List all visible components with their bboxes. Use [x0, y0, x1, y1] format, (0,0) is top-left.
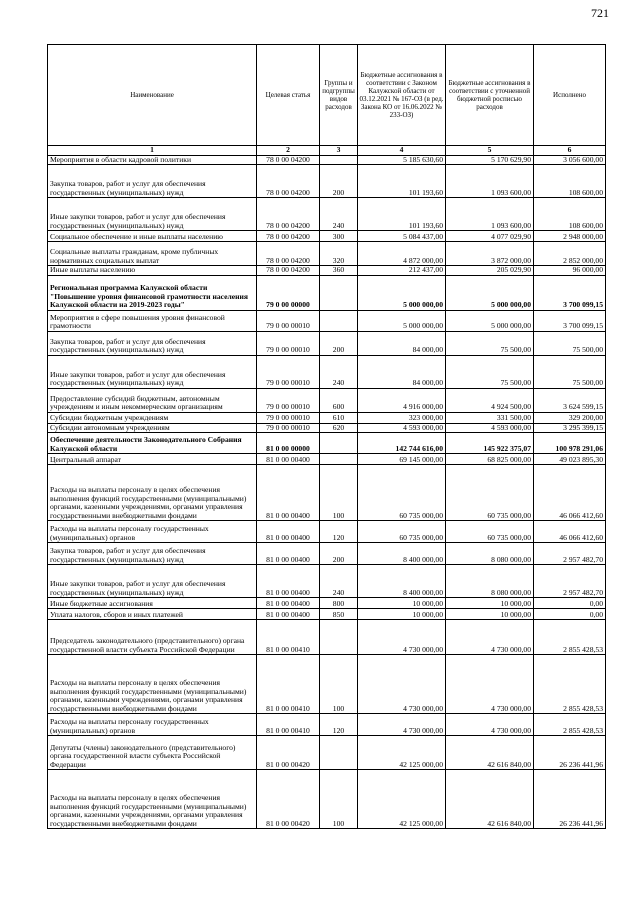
cell-budget-law: 142 744 616,00 — [358, 433, 446, 454]
cell-executed: 2 855 428,53 — [534, 714, 606, 736]
cell-name: Расходы на выплаты персоналу государственных (муниципальных) органов — [48, 714, 257, 736]
cell-expense-group: 300 — [320, 231, 358, 242]
cell-budget-refined: 4 730 000,00 — [446, 714, 534, 736]
cell-target-article: 79 0 00 00010 — [257, 355, 320, 388]
table-row — [48, 770, 606, 829]
cell-target-article: 79 0 00 00010 — [257, 310, 320, 331]
header-budget-law: Бюджетные ассигнования в соответствии с Законом Калужской области от 03.12.2021 № 167-ОЗ (в ред. Закона КО от 16.06.2022 № 233-ОЗ) — [358, 45, 446, 146]
cell-target-article: 79 0 00 00000 — [257, 275, 320, 310]
table-row — [48, 275, 606, 310]
cell-name: Депутаты (члены) законодательного (представительного) органа государственной власти субъекта Российской Федерации — [48, 736, 257, 770]
table-row — [48, 310, 606, 331]
cell-expense-group: 120 — [320, 521, 358, 543]
table-row — [48, 155, 606, 165]
cell-name: Мероприятия в области кадровой политики — [48, 155, 257, 165]
table-row — [48, 714, 606, 736]
budget-table — [47, 44, 606, 829]
cell-budget-refined: 42 616 840,00 — [446, 736, 534, 770]
table-row — [48, 609, 606, 620]
table-row — [48, 266, 606, 276]
column-number: 3 — [320, 146, 358, 156]
cell-executed: 2 957 482,70 — [534, 565, 606, 598]
table-row — [48, 655, 606, 714]
cell-executed: 3 056 600,00 — [534, 155, 606, 165]
table-row — [48, 231, 606, 242]
cell-name: Расходы на выплаты персоналу в целях обеспечения выполнения функций государственными (муниципальными) органами, казенными учреждениями, органами управления государственными внебюджетными фондами — [48, 465, 257, 521]
cell-target-article: 81 0 00 00400 — [257, 521, 320, 543]
cell-budget-refined: 68 825 000,00 — [446, 454, 534, 465]
cell-executed: 75 500,00 — [534, 331, 606, 355]
cell-executed: 46 066 412,60 — [534, 521, 606, 543]
cell-target-article: 78 0 00 04200 — [257, 231, 320, 242]
cell-expense-group: 320 — [320, 242, 358, 266]
cell-name: Субсидии бюджетным учреждениям — [48, 412, 257, 423]
header-expense-groups: Группы и подгруппы видов расходов — [320, 45, 358, 146]
cell-name: Региональная программа Калужской области "Повышение уровня финансовой грамотности населения Калужской области на 2019-2023 годы" — [48, 275, 257, 310]
cell-budget-law: 60 735 000,00 — [358, 465, 446, 521]
table-row — [48, 465, 606, 521]
cell-expense-group: 610 — [320, 412, 358, 423]
cell-expense-group — [320, 454, 358, 465]
cell-budget-law: 10 000,00 — [358, 609, 446, 620]
cell-name: Закупка товаров, работ и услуг для обеспечения государственных (муниципальных) нужд — [48, 165, 257, 198]
cell-target-article: 81 0 00 00410 — [257, 655, 320, 714]
cell-executed: 75 500,00 — [534, 355, 606, 388]
cell-budget-law: 5 084 437,00 — [358, 231, 446, 242]
cell-expense-group — [320, 310, 358, 331]
cell-target-article: 81 0 00 00420 — [257, 770, 320, 829]
cell-budget-refined: 4 730 000,00 — [446, 655, 534, 714]
cell-target-article: 79 0 00 00010 — [257, 331, 320, 355]
cell-name: Субсидии автономным учреждениям — [48, 423, 257, 433]
cell-executed: 108 600,00 — [534, 165, 606, 198]
cell-budget-law: 4 730 000,00 — [358, 714, 446, 736]
cell-target-article: 81 0 00 00420 — [257, 736, 320, 770]
cell-expense-group: 100 — [320, 655, 358, 714]
cell-executed: 3 295 399,15 — [534, 423, 606, 433]
cell-name: Иные бюджетные ассигнования — [48, 598, 257, 609]
cell-target-article: 81 0 00 00000 — [257, 433, 320, 454]
cell-budget-refined: 3 872 000,00 — [446, 242, 534, 266]
cell-executed: 26 236 441,96 — [534, 736, 606, 770]
cell-target-article: 78 0 00 04200 — [257, 198, 320, 231]
cell-executed: 2 855 428,53 — [534, 655, 606, 714]
cell-name: Иные закупки товаров, работ и услуг для обеспечения государственных (муниципальных) нужд — [48, 198, 257, 231]
cell-name: Иные выплаты населению — [48, 266, 257, 276]
cell-budget-refined: 42 616 840,00 — [446, 770, 534, 829]
cell-budget-law: 10 000,00 — [358, 598, 446, 609]
cell-executed: 100 978 291,06 — [534, 433, 606, 454]
cell-budget-refined: 145 922 375,07 — [446, 433, 534, 454]
table-row — [48, 423, 606, 433]
cell-expense-group — [320, 736, 358, 770]
table-row — [48, 521, 606, 543]
table-row — [48, 388, 606, 412]
cell-budget-law: 4 730 000,00 — [358, 620, 446, 655]
cell-budget-refined: 4 924 500,00 — [446, 388, 534, 412]
table-row — [48, 412, 606, 423]
header-budget-refined: Бюджетные ассигнования в соответствии с уточненной бюджетной росписью расходов — [446, 45, 534, 146]
cell-budget-refined: 75 500,00 — [446, 331, 534, 355]
cell-budget-law: 69 145 000,00 — [358, 454, 446, 465]
cell-executed: 3 700 099,15 — [534, 310, 606, 331]
cell-budget-law: 42 125 000,00 — [358, 736, 446, 770]
cell-budget-law: 5 000 000,00 — [358, 310, 446, 331]
cell-budget-law: 5 000 000,00 — [358, 275, 446, 310]
header-executed: Исполнено — [534, 45, 606, 146]
cell-expense-group: 360 — [320, 266, 358, 276]
cell-budget-refined: 1 093 600,00 — [446, 198, 534, 231]
cell-expense-group: 200 — [320, 331, 358, 355]
cell-expense-group: 800 — [320, 598, 358, 609]
cell-budget-refined: 5 170 629,90 — [446, 155, 534, 165]
table-row — [48, 620, 606, 655]
cell-expense-group — [320, 620, 358, 655]
header-row — [48, 45, 606, 146]
cell-name: Мероприятия в сфере повышения уровня финансовой грамотности — [48, 310, 257, 331]
table-body — [48, 155, 606, 829]
cell-target-article: 81 0 00 00400 — [257, 565, 320, 598]
cell-executed: 49 023 895,30 — [534, 454, 606, 465]
cell-target-article: 79 0 00 00010 — [257, 423, 320, 433]
cell-target-article: 81 0 00 00400 — [257, 465, 320, 521]
cell-name: Расходы на выплаты персоналу в целях обеспечения выполнения функций государственными (муниципальными) органами, казенными учреждениями, органами управления государственными внебюджетными фондами — [48, 655, 257, 714]
table-row — [48, 242, 606, 266]
cell-executed: 329 200,00 — [534, 412, 606, 423]
cell-budget-refined: 5 000 000,00 — [446, 310, 534, 331]
cell-name: Предоставление субсидий бюджетным, автономным учреждениям и иным некоммерческим организациям — [48, 388, 257, 412]
cell-expense-group — [320, 155, 358, 165]
cell-name: Председатель законодательного (представительного) органа государственной власти субъекта Российской Федерации — [48, 620, 257, 655]
cell-target-article: 81 0 00 00400 — [257, 609, 320, 620]
cell-target-article: 78 0 00 04200 — [257, 165, 320, 198]
cell-budget-refined: 60 735 000,00 — [446, 465, 534, 521]
column-number: 6 — [534, 146, 606, 156]
cell-target-article: 78 0 00 04200 — [257, 242, 320, 266]
cell-expense-group: 240 — [320, 355, 358, 388]
table-row — [48, 165, 606, 198]
cell-target-article: 81 0 00 00400 — [257, 543, 320, 565]
cell-executed: 0,00 — [534, 598, 606, 609]
table-row — [48, 433, 606, 454]
table-row — [48, 454, 606, 465]
cell-budget-law: 5 185 630,60 — [358, 155, 446, 165]
cell-expense-group: 100 — [320, 465, 358, 521]
cell-executed: 0,00 — [534, 609, 606, 620]
column-number: 1 — [48, 146, 257, 156]
cell-target-article: 81 0 00 00410 — [257, 714, 320, 736]
table-row — [48, 736, 606, 770]
cell-executed: 108 600,00 — [534, 198, 606, 231]
cell-expense-group: 240 — [320, 565, 358, 598]
table-row — [48, 543, 606, 565]
cell-name: Иные закупки товаров, работ и услуг для обеспечения государственных (муниципальных) нужд — [48, 355, 257, 388]
header-target-article: Целевая статья — [257, 45, 320, 146]
cell-name: Расходы на выплаты персоналу государственных (муниципальных) органов — [48, 521, 257, 543]
cell-budget-law: 101 193,60 — [358, 165, 446, 198]
cell-budget-refined: 4 077 029,90 — [446, 231, 534, 242]
column-number: 4 — [358, 146, 446, 156]
cell-executed: 96 000,00 — [534, 266, 606, 276]
cell-name: Социальное обеспечение и иные выплаты населению — [48, 231, 257, 242]
cell-budget-refined: 1 093 600,00 — [446, 165, 534, 198]
cell-budget-refined: 10 000,00 — [446, 598, 534, 609]
cell-expense-group: 120 — [320, 714, 358, 736]
cell-budget-law: 8 400 000,00 — [358, 543, 446, 565]
cell-budget-law: 60 735 000,00 — [358, 521, 446, 543]
cell-budget-refined: 4 730 000,00 — [446, 620, 534, 655]
cell-budget-refined: 8 080 000,00 — [446, 565, 534, 598]
cell-expense-group: 600 — [320, 388, 358, 412]
cell-budget-refined: 8 080 000,00 — [446, 543, 534, 565]
cell-budget-law: 84 000,00 — [358, 331, 446, 355]
cell-target-article: 81 0 00 00410 — [257, 620, 320, 655]
table-row — [48, 565, 606, 598]
cell-target-article: 78 0 00 04200 — [257, 266, 320, 276]
cell-budget-law: 84 000,00 — [358, 355, 446, 388]
cell-budget-law: 42 125 000,00 — [358, 770, 446, 829]
cell-target-article: 81 0 00 00400 — [257, 598, 320, 609]
cell-name: Центральный аппарат — [48, 454, 257, 465]
cell-expense-group: 850 — [320, 609, 358, 620]
cell-budget-law: 4 593 000,00 — [358, 423, 446, 433]
cell-expense-group: 200 — [320, 543, 358, 565]
header-name: Наименование — [48, 45, 257, 146]
table-row — [48, 598, 606, 609]
cell-expense-group: 100 — [320, 770, 358, 829]
cell-budget-refined: 10 000,00 — [446, 609, 534, 620]
column-number-row — [48, 146, 606, 156]
table-row — [48, 198, 606, 231]
cell-expense-group: 200 — [320, 165, 358, 198]
cell-budget-refined: 4 593 000,00 — [446, 423, 534, 433]
cell-executed: 26 236 441,96 — [534, 770, 606, 829]
cell-budget-law: 4 730 000,00 — [358, 655, 446, 714]
cell-executed: 2 948 000,00 — [534, 231, 606, 242]
cell-budget-refined: 60 735 000,00 — [446, 521, 534, 543]
cell-budget-refined: 205 029,90 — [446, 266, 534, 276]
cell-expense-group: 620 — [320, 423, 358, 433]
cell-name: Иные закупки товаров, работ и услуг для обеспечения государственных (муниципальных) нужд — [48, 565, 257, 598]
cell-budget-refined: 5 000 000,00 — [446, 275, 534, 310]
cell-target-article: 78 0 00 04200 — [257, 155, 320, 165]
table-row — [48, 355, 606, 388]
cell-budget-law: 323 000,00 — [358, 412, 446, 423]
cell-executed: 2 852 000,00 — [534, 242, 606, 266]
cell-target-article: 79 0 00 00010 — [257, 412, 320, 423]
cell-budget-law: 4 916 000,00 — [358, 388, 446, 412]
cell-name: Социальные выплаты гражданам, кроме публичных нормативных социальных выплат — [48, 242, 257, 266]
cell-executed: 2 957 482,70 — [534, 543, 606, 565]
cell-executed: 3 624 599,15 — [534, 388, 606, 412]
cell-executed: 3 700 099,15 — [534, 275, 606, 310]
cell-name: Закупка товаров, работ и услуг для обеспечения государственных (муниципальных) нужд — [48, 331, 257, 355]
cell-name: Обеспечение деятельности Законодательного Собрания Калужской области — [48, 433, 257, 454]
cell-budget-refined: 75 500,00 — [446, 355, 534, 388]
page-number: 721 — [591, 6, 609, 20]
cell-budget-refined: 331 500,00 — [446, 412, 534, 423]
cell-name: Закупка товаров, работ и услуг для обеспечения государственных (муниципальных) нужд — [48, 543, 257, 565]
cell-budget-law: 8 400 000,00 — [358, 565, 446, 598]
cell-budget-law: 212 437,00 — [358, 266, 446, 276]
cell-target-article: 81 0 00 00400 — [257, 454, 320, 465]
cell-name: Расходы на выплаты персоналу в целях обеспечения выполнения функций государственными (муниципальными) органами, казенными учреждениями, органами управления государственными внебюджетными фондами — [48, 770, 257, 829]
column-number: 5 — [446, 146, 534, 156]
cell-expense-group — [320, 433, 358, 454]
cell-name: Уплата налогов, сборов и иных платежей — [48, 609, 257, 620]
column-number: 2 — [257, 146, 320, 156]
table-row — [48, 331, 606, 355]
cell-expense-group — [320, 275, 358, 310]
cell-executed: 2 855 428,53 — [534, 620, 606, 655]
cell-expense-group: 240 — [320, 198, 358, 231]
cell-budget-law: 101 193,60 — [358, 198, 446, 231]
cell-budget-law: 4 872 000,00 — [358, 242, 446, 266]
cell-target-article: 79 0 00 00010 — [257, 388, 320, 412]
cell-executed: 46 066 412,60 — [534, 465, 606, 521]
